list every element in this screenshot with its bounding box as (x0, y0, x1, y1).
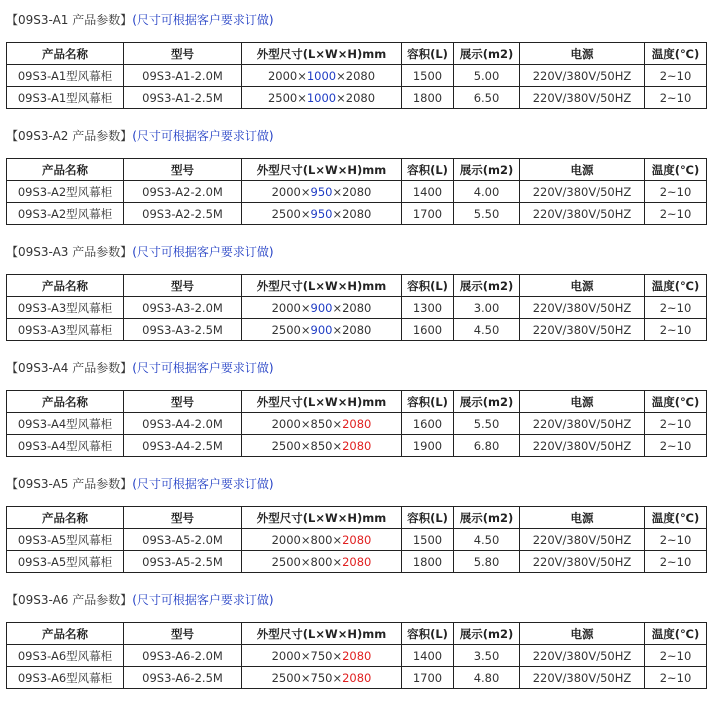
dim-height: 2080 (342, 554, 372, 569)
cell-temp: 2~10 (645, 319, 707, 341)
cell-display: 4.50 (454, 319, 520, 341)
cell-display: 4.80 (454, 667, 520, 689)
cell-power: 220V/380V/50HZ (520, 203, 645, 225)
header-name: 产品名称 (7, 507, 124, 529)
custom-note: (尺寸可根据客户要求订做) (132, 361, 274, 375)
cell-name: 09S3-A3型风幕柜 (7, 297, 124, 319)
header-name: 产品名称 (7, 623, 124, 645)
table-row (7, 297, 707, 319)
cell-volume: 1700 (402, 667, 454, 689)
cell-power: 220V/380V/50HZ (520, 551, 645, 573)
cell-model: 09S3-A5-2.0M (124, 529, 242, 551)
table-header-row (7, 275, 707, 297)
spec-table (6, 42, 707, 109)
cell-power: 220V/380V/50HZ (520, 645, 645, 667)
dim-height: ×2080 (332, 206, 372, 221)
header-volume: 容积(L) (402, 159, 454, 181)
header-dimensions: 外型尺寸(L×W×H)mm (242, 43, 402, 65)
cell-temp: 2~10 (645, 181, 707, 203)
custom-note: (尺寸可根据客户要求订做) (132, 593, 274, 607)
cell-volume: 1900 (402, 435, 454, 457)
dim-height: ×2080 (332, 300, 372, 315)
header-power: 电源 (520, 623, 645, 645)
dim-height: ×2080 (332, 184, 372, 199)
header-volume: 容积(L) (402, 507, 454, 529)
cell-volume: 1400 (402, 645, 454, 667)
dim-length-width: 2500×800× (271, 554, 343, 569)
header-name: 产品名称 (7, 159, 124, 181)
table-row (7, 65, 707, 87)
cell-temp: 2~10 (645, 551, 707, 573)
cell-name: 09S3-A6型风幕柜 (7, 645, 124, 667)
cell-name: 09S3-A6型风幕柜 (7, 667, 124, 689)
dim-height: ×2080 (332, 322, 372, 337)
custom-note: (尺寸可根据客户要求订做) (132, 245, 274, 259)
dim-length-width: 2000×750× (271, 648, 343, 663)
dim-height: ×2080 (336, 90, 376, 105)
cell-power: 220V/380V/50HZ (520, 65, 645, 87)
dim-height: 2080 (342, 438, 372, 453)
title-text: 【09S3-A1 产品参数】 (6, 13, 133, 27)
cell-display: 5.50 (454, 203, 520, 225)
header-volume: 容积(L) (402, 391, 454, 413)
dim-width: 950 (310, 206, 333, 221)
header-temp: 温度(℃) (645, 159, 707, 181)
cell-model: 09S3-A4-2.5M (124, 435, 242, 457)
cell-volume: 1600 (402, 319, 454, 341)
title-text: 【09S3-A5 产品参数】 (6, 477, 133, 491)
dim-length: 2500× (271, 206, 311, 221)
header-dimensions: 外型尺寸(L×W×H)mm (242, 391, 402, 413)
dim-height: ×2080 (336, 68, 376, 83)
custom-note: (尺寸可根据客户要求订做) (132, 129, 274, 143)
cell-temp: 2~10 (645, 667, 707, 689)
section-a3 (6, 242, 706, 341)
dim-height: 2080 (342, 648, 372, 663)
cell-temp: 2~10 (645, 297, 707, 319)
cell-temp: 2~10 (645, 203, 707, 225)
cell-temp: 2~10 (645, 87, 707, 109)
dim-length-width: 2000×800× (271, 532, 343, 547)
custom-note: (尺寸可根据客户要求订做) (132, 13, 274, 27)
table-row (7, 87, 707, 109)
header-power: 电源 (520, 43, 645, 65)
section-a1 (6, 10, 706, 109)
cell-volume: 1400 (402, 181, 454, 203)
table-row (7, 645, 707, 667)
dim-length-width: 2500×750× (271, 670, 343, 685)
cell-volume: 1300 (402, 297, 454, 319)
dim-width: 900 (310, 322, 333, 337)
header-model: 型号 (124, 391, 242, 413)
dim-length-width: 2000×850× (271, 416, 343, 431)
header-temp: 温度(℃) (645, 391, 707, 413)
dim-length: 2000× (267, 68, 307, 83)
header-volume: 容积(L) (402, 43, 454, 65)
section-a5 (6, 474, 706, 573)
table-row (7, 413, 707, 435)
cell-display: 4.50 (454, 529, 520, 551)
title-text: 【09S3-A6 产品参数】 (6, 593, 133, 607)
cell-volume: 1500 (402, 65, 454, 87)
cell-dimensions (242, 87, 402, 109)
cell-model: 09S3-A2-2.0M (124, 181, 242, 203)
cell-model: 09S3-A6-2.5M (124, 667, 242, 689)
cell-temp: 2~10 (645, 645, 707, 667)
custom-note: (尺寸可根据客户要求订做) (132, 477, 274, 491)
cell-display: 6.80 (454, 435, 520, 457)
cell-dimensions (242, 181, 402, 203)
cell-name: 09S3-A4型风幕柜 (7, 413, 124, 435)
cell-temp: 2~10 (645, 435, 707, 457)
cell-model: 09S3-A1-2.5M (124, 87, 242, 109)
dim-width: 1000 (306, 90, 337, 105)
cell-volume: 1600 (402, 413, 454, 435)
cell-display: 5.00 (454, 65, 520, 87)
header-display: 展示(m2) (454, 391, 520, 413)
cell-display: 5.50 (454, 413, 520, 435)
header-display: 展示(m2) (454, 43, 520, 65)
spec-table (6, 506, 707, 573)
table-row (7, 203, 707, 225)
table-row (7, 181, 707, 203)
cell-model: 09S3-A5-2.5M (124, 551, 242, 573)
table-row (7, 529, 707, 551)
header-display: 展示(m2) (454, 623, 520, 645)
cell-model: 09S3-A6-2.0M (124, 645, 242, 667)
cell-temp: 2~10 (645, 65, 707, 87)
header-power: 电源 (520, 275, 645, 297)
dim-height: 2080 (342, 532, 372, 547)
section-a2 (6, 126, 706, 225)
dim-width: 950 (310, 184, 333, 199)
cell-dimensions (242, 435, 402, 457)
cell-model: 09S3-A4-2.0M (124, 413, 242, 435)
cell-dimensions (242, 413, 402, 435)
header-display: 展示(m2) (454, 507, 520, 529)
dim-height: 2080 (342, 670, 372, 685)
header-model: 型号 (124, 275, 242, 297)
header-volume: 容积(L) (402, 275, 454, 297)
dim-width: 900 (310, 300, 333, 315)
table-header-row (7, 623, 707, 645)
table-row (7, 319, 707, 341)
cell-display: 3.00 (454, 297, 520, 319)
dim-height: 2080 (342, 416, 372, 431)
dim-length: 2000× (271, 300, 311, 315)
header-dimensions: 外型尺寸(L×W×H)mm (242, 507, 402, 529)
table-row (7, 551, 707, 573)
header-dimensions: 外型尺寸(L×W×H)mm (242, 623, 402, 645)
section-title (6, 242, 706, 262)
header-model: 型号 (124, 623, 242, 645)
cell-model: 09S3-A3-2.0M (124, 297, 242, 319)
cell-display: 5.80 (454, 551, 520, 573)
header-power: 电源 (520, 391, 645, 413)
cell-name: 09S3-A1型风幕柜 (7, 65, 124, 87)
cell-display: 3.50 (454, 645, 520, 667)
header-power: 电源 (520, 507, 645, 529)
cell-volume: 1500 (402, 529, 454, 551)
section-title (6, 358, 706, 378)
cell-power: 220V/380V/50HZ (520, 529, 645, 551)
cell-display: 6.50 (454, 87, 520, 109)
cell-name: 09S3-A5型风幕柜 (7, 551, 124, 573)
cell-model: 09S3-A2-2.5M (124, 203, 242, 225)
cell-temp: 2~10 (645, 413, 707, 435)
header-volume: 容积(L) (402, 623, 454, 645)
cell-dimensions (242, 319, 402, 341)
cell-display: 4.00 (454, 181, 520, 203)
section-title (6, 10, 706, 30)
spec-table (6, 622, 707, 689)
table-header-row (7, 391, 707, 413)
header-dimensions: 外型尺寸(L×W×H)mm (242, 159, 402, 181)
cell-power: 220V/380V/50HZ (520, 435, 645, 457)
table-row (7, 667, 707, 689)
header-name: 产品名称 (7, 391, 124, 413)
header-temp: 温度(℃) (645, 275, 707, 297)
header-temp: 温度(℃) (645, 507, 707, 529)
header-model: 型号 (124, 507, 242, 529)
cell-power: 220V/380V/50HZ (520, 297, 645, 319)
cell-dimensions (242, 667, 402, 689)
table-row (7, 435, 707, 457)
header-dimensions: 外型尺寸(L×W×H)mm (242, 275, 402, 297)
title-text: 【09S3-A2 产品参数】 (6, 129, 133, 143)
cell-name: 09S3-A1型风幕柜 (7, 87, 124, 109)
header-model: 型号 (124, 43, 242, 65)
cell-name: 09S3-A3型风幕柜 (7, 319, 124, 341)
section-a6 (6, 590, 706, 689)
cell-power: 220V/380V/50HZ (520, 181, 645, 203)
cell-dimensions (242, 551, 402, 573)
dim-width: 1000 (306, 68, 337, 83)
table-header-row (7, 43, 707, 65)
cell-volume: 1700 (402, 203, 454, 225)
cell-power: 220V/380V/50HZ (520, 413, 645, 435)
cell-volume: 1800 (402, 551, 454, 573)
cell-power: 220V/380V/50HZ (520, 87, 645, 109)
cell-dimensions (242, 203, 402, 225)
header-temp: 温度(℃) (645, 43, 707, 65)
header-display: 展示(m2) (454, 159, 520, 181)
cell-temp: 2~10 (645, 529, 707, 551)
section-title (6, 590, 706, 610)
dim-length-width: 2500×850× (271, 438, 343, 453)
cell-model: 09S3-A3-2.5M (124, 319, 242, 341)
spec-table (6, 158, 707, 225)
cell-dimensions (242, 645, 402, 667)
cell-dimensions (242, 529, 402, 551)
header-name: 产品名称 (7, 43, 124, 65)
cell-power: 220V/380V/50HZ (520, 319, 645, 341)
section-a4 (6, 358, 706, 457)
dim-length: 2500× (271, 322, 311, 337)
cell-power: 220V/380V/50HZ (520, 667, 645, 689)
cell-dimensions (242, 297, 402, 319)
title-text: 【09S3-A4 产品参数】 (6, 361, 133, 375)
cell-model: 09S3-A1-2.0M (124, 65, 242, 87)
table-header-row (7, 507, 707, 529)
spec-table (6, 274, 707, 341)
cell-dimensions (242, 65, 402, 87)
section-title (6, 474, 706, 494)
header-model: 型号 (124, 159, 242, 181)
cell-name: 09S3-A5型风幕柜 (7, 529, 124, 551)
header-name: 产品名称 (7, 275, 124, 297)
header-temp: 温度(℃) (645, 623, 707, 645)
dim-length: 2500× (267, 90, 307, 105)
title-text: 【09S3-A3 产品参数】 (6, 245, 133, 259)
cell-name: 09S3-A2型风幕柜 (7, 203, 124, 225)
table-header-row (7, 159, 707, 181)
spec-table (6, 390, 707, 457)
cell-name: 09S3-A4型风幕柜 (7, 435, 124, 457)
header-display: 展示(m2) (454, 275, 520, 297)
header-power: 电源 (520, 159, 645, 181)
cell-name: 09S3-A2型风幕柜 (7, 181, 124, 203)
section-title (6, 126, 706, 146)
cell-volume: 1800 (402, 87, 454, 109)
dim-length: 2000× (271, 184, 311, 199)
